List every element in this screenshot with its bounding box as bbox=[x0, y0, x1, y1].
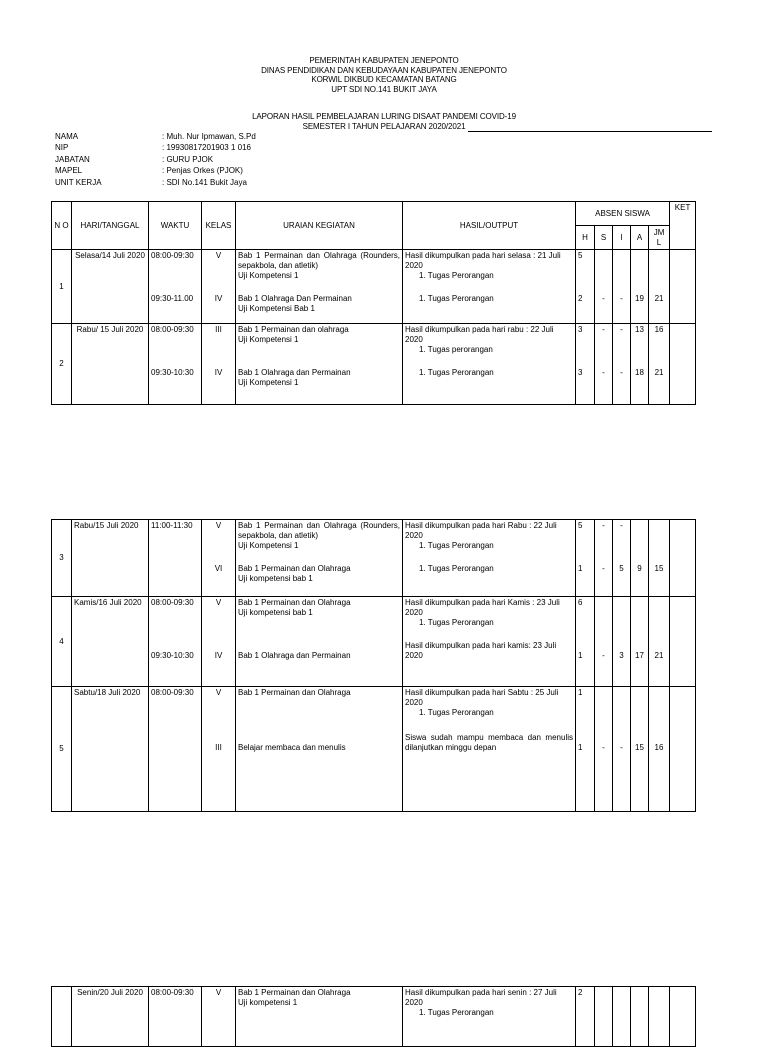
row-activity-cell bbox=[236, 687, 403, 812]
row-activity: Bab 1 Olahraga dan Permainan bbox=[238, 368, 351, 377]
row-class: V bbox=[202, 987, 236, 1047]
row-output-item: 1. Tugas Perorangan bbox=[419, 708, 494, 717]
row-h: 5 bbox=[578, 251, 583, 260]
row-output-item: 1. Tugas Perorangan bbox=[419, 618, 494, 627]
row-output: Hasil dikumpulkan pada hari senin : 27 Juli 2020 bbox=[405, 988, 557, 1007]
row-activity: Uji Kompetensi 1 bbox=[238, 378, 299, 387]
row-day-date: Rabu/15 Juli 2020 bbox=[72, 520, 149, 597]
row-output: Hasil dikumpulkan pada hari rabu : 22 Juli 2020 bbox=[405, 325, 554, 344]
row-time-cell bbox=[149, 250, 202, 324]
row-s: - bbox=[602, 743, 605, 752]
row-h: 1 bbox=[578, 743, 583, 752]
row-s: - bbox=[602, 325, 605, 334]
row-h: 1 bbox=[578, 651, 583, 660]
header-line-korwil: KORWIL DIKBUD KECAMATAN BATANG bbox=[311, 75, 457, 84]
col-header-hasil: HASIL/OUTPUT bbox=[403, 202, 576, 250]
col-header-jml: JM L bbox=[649, 226, 670, 250]
table-row bbox=[52, 987, 696, 1047]
row-class: V bbox=[215, 251, 222, 260]
row-h: 1 bbox=[578, 688, 583, 697]
row-time-cell bbox=[149, 520, 202, 597]
row-number bbox=[52, 987, 72, 1047]
row-class-cell bbox=[202, 324, 236, 405]
row-i: - bbox=[620, 294, 623, 303]
row-class: IV bbox=[214, 651, 223, 660]
col-header-waktu: WAKTU bbox=[149, 202, 202, 250]
row-s: - bbox=[602, 368, 605, 377]
table-row bbox=[52, 520, 696, 597]
row-class-cell bbox=[202, 250, 236, 324]
row-time: 09:30-10:30 bbox=[151, 368, 194, 377]
info-label: NAMA bbox=[55, 132, 79, 141]
table-row bbox=[52, 597, 696, 687]
row-activity: Bab 1 Permainan dan Olahraga (Rounders, sepakbola, dan atletik) bbox=[238, 521, 400, 540]
row-a: 13 bbox=[635, 325, 644, 334]
row-activity: Bab 1 Olahraga Dan Permainan bbox=[238, 294, 352, 303]
row-jml: 16 bbox=[654, 743, 664, 752]
row-activity-cell bbox=[236, 520, 403, 597]
row-h-cell bbox=[576, 597, 595, 687]
row-day-date: Rabu/ 15 Juli 2020 bbox=[72, 324, 149, 405]
table-row bbox=[52, 250, 696, 324]
col-header-kelas: KELAS bbox=[202, 202, 236, 250]
row-activity-cell bbox=[236, 324, 403, 405]
row-i-cell bbox=[613, 687, 631, 812]
row-output-item: 1. Tugas Perorangan bbox=[419, 368, 494, 377]
report-title-line: LAPORAN HASIL PEMBELAJARAN LURING DISAAT PANDEMI COVID-19 bbox=[252, 112, 516, 121]
col-header-i: I bbox=[613, 226, 631, 250]
row-ket bbox=[670, 597, 696, 687]
header-line-upt: UPT SDI NO.141 BUKIT JAYA bbox=[331, 84, 437, 94]
row-i-cell bbox=[613, 520, 631, 597]
row-output-item: 1. Tugas Perorangan bbox=[419, 1008, 494, 1017]
info-value: : Penjas Orkes (PJOK) bbox=[162, 166, 243, 176]
row-output-cell bbox=[403, 597, 576, 687]
row-h-cell bbox=[576, 250, 595, 324]
header-line-government: PEMERINTAH KABUPATEN JENEPONTO bbox=[309, 56, 459, 65]
row-ket bbox=[670, 250, 696, 324]
row-jml-cell bbox=[649, 597, 670, 687]
row-class: IV bbox=[214, 294, 223, 303]
row-i: - bbox=[620, 325, 623, 334]
row-h: 1 bbox=[578, 564, 583, 573]
col-header-hari: HARI/TANGGAL bbox=[72, 202, 149, 250]
row-jml: 21 bbox=[654, 368, 664, 377]
row-ket bbox=[670, 687, 696, 812]
row-output: Hasil dikumpulkan pada hari kamis: 23 Juli 2020 bbox=[405, 641, 557, 660]
row-class-cell bbox=[202, 597, 236, 687]
row-activity: Bab 1 Permainan dan Olahraga bbox=[238, 988, 351, 997]
row-activity: Uji kompetensi 1 bbox=[238, 998, 298, 1007]
letterhead bbox=[0, 56, 768, 94]
row-output-item: 1. Tugas Perorangan bbox=[419, 541, 494, 550]
info-value: : GURU PJOK bbox=[162, 154, 214, 164]
row-number: 5 bbox=[52, 687, 72, 812]
row-output: Hasil dikumpulkan pada hari Rabu : 22 Juli 2020 bbox=[405, 521, 557, 540]
row-class: V bbox=[215, 521, 222, 530]
row-output-item: 1. Tugas Perorangan bbox=[419, 564, 494, 573]
row-time: 09:30-10:30 bbox=[151, 651, 194, 660]
row-time-cell bbox=[149, 687, 202, 812]
col-header-a: A bbox=[631, 226, 649, 250]
row-a bbox=[631, 987, 649, 1047]
info-label: NIP bbox=[55, 143, 69, 153]
report-table-page-2 bbox=[51, 519, 696, 812]
row-activity-cell bbox=[236, 597, 403, 687]
col-header-h: H bbox=[576, 226, 595, 250]
row-a: 18 bbox=[635, 368, 644, 377]
row-day-date: Kamis/16 Juli 2020 bbox=[72, 597, 149, 687]
row-number: 4 bbox=[52, 597, 72, 687]
row-h-cell bbox=[576, 687, 595, 812]
row-day-date: Sabtu/18 Juli 2020 bbox=[72, 687, 149, 812]
row-output: Hasil dikumpulkan pada hari Kamis : 23 Juli 2020 bbox=[405, 598, 560, 617]
row-jml: 16 bbox=[654, 325, 664, 334]
row-i: - bbox=[620, 368, 623, 377]
info-label: MAPEL bbox=[55, 166, 83, 176]
row-activity: Uji Kompetensi 1 bbox=[238, 271, 299, 280]
row-h-cell bbox=[576, 520, 595, 597]
report-title bbox=[0, 112, 768, 131]
row-time-cell bbox=[149, 597, 202, 687]
row-class: V bbox=[215, 688, 222, 697]
info-value: : SDI No.141 Bukit Jaya bbox=[162, 177, 247, 187]
row-jml: 15 bbox=[654, 564, 664, 573]
row-h: 3 bbox=[578, 368, 583, 377]
row-output-cell bbox=[403, 987, 576, 1047]
row-s-cell bbox=[595, 324, 613, 405]
row-jml bbox=[649, 987, 670, 1047]
row-output: Hasil dikumpulkan pada hari Sabtu : 25 Juli 2020 bbox=[405, 688, 559, 707]
col-header-uraian: URAIAN KEGIATAN bbox=[236, 202, 403, 250]
row-activity-cell bbox=[236, 987, 403, 1047]
row-time: 11:00-11:30 bbox=[151, 521, 193, 530]
row-class-cell bbox=[202, 520, 236, 597]
row-ket bbox=[670, 324, 696, 405]
row-class: VI bbox=[214, 564, 223, 573]
col-header-absen: ABSEN SISWA bbox=[576, 202, 670, 226]
info-value: : 19930817201903 1 016 bbox=[162, 143, 251, 153]
row-time-cell bbox=[149, 324, 202, 405]
row-number: 1 bbox=[52, 250, 72, 324]
row-output: Hasil dikumpulkan pada hari selasa : 21 Juli 2020 bbox=[405, 251, 561, 270]
row-class: V bbox=[215, 598, 222, 607]
row-activity-cell bbox=[236, 250, 403, 324]
row-a-cell bbox=[631, 520, 649, 597]
row-i: 3 bbox=[619, 651, 624, 660]
row-time: 08:00-09:30 bbox=[151, 598, 194, 607]
title-underline bbox=[468, 131, 712, 132]
row-day-date: Selasa/14 Juli 2020 bbox=[72, 250, 149, 324]
info-label: JABATAN bbox=[55, 154, 90, 164]
row-activity: Uji kompetensi bab 1 bbox=[238, 608, 313, 617]
row-i-cell bbox=[613, 250, 631, 324]
row-class: III bbox=[215, 743, 222, 752]
col-header-s: S bbox=[595, 226, 613, 250]
teacher-info bbox=[55, 131, 256, 188]
row-a-cell bbox=[631, 250, 649, 324]
row-a: 19 bbox=[635, 294, 644, 303]
row-activity: Bab 1 Permainan dan Olahraga bbox=[238, 564, 351, 573]
row-number: 2 bbox=[52, 324, 72, 405]
row-output-item: 1. Tugas perorangan bbox=[419, 345, 493, 354]
row-a: 15 bbox=[635, 743, 644, 752]
row-i bbox=[613, 987, 631, 1047]
row-day-date: Senin/20 Juli 2020 bbox=[72, 987, 149, 1047]
row-jml-cell bbox=[649, 687, 670, 812]
row-h: 3 bbox=[578, 325, 583, 334]
row-output: Siswa sudah mampu membaca dan menulis dilanjutkan minggu depan bbox=[405, 733, 573, 752]
row-h: 2 bbox=[578, 294, 583, 303]
row-activity: Belajar membaca dan menulis bbox=[238, 743, 346, 752]
col-header-no: N O bbox=[52, 202, 72, 250]
row-time: 08:00-09:30 bbox=[149, 987, 202, 1047]
row-output-cell bbox=[403, 687, 576, 812]
row-s-cell bbox=[595, 520, 613, 597]
row-s bbox=[595, 987, 613, 1047]
row-jml-cell bbox=[649, 324, 670, 405]
row-time: 08:00-09:30 bbox=[151, 251, 194, 260]
row-activity: Bab 1 Permainan dan olahraga bbox=[238, 325, 349, 334]
row-activity: Uji kompetensi bab 1 bbox=[238, 574, 313, 583]
row-class: III bbox=[215, 325, 222, 334]
row-time: 09:30-11.00 bbox=[151, 294, 194, 303]
row-output-item: 1. Tugas Perorangan bbox=[419, 271, 494, 280]
row-a-cell bbox=[631, 597, 649, 687]
row-activity: Bab 1 Permainan dan Olahraga bbox=[238, 688, 351, 697]
row-a-cell bbox=[631, 687, 649, 812]
row-time: 08:00-09:30 bbox=[151, 325, 194, 334]
row-activity: Bab 1 Olahraga dan Permainan bbox=[238, 651, 351, 660]
table-row bbox=[52, 687, 696, 812]
row-i: - bbox=[620, 743, 623, 752]
row-h: 2 bbox=[576, 987, 595, 1047]
row-class-cell bbox=[202, 687, 236, 812]
row-s: - bbox=[602, 564, 605, 573]
report-table-page-1 bbox=[51, 201, 696, 405]
row-a: 17 bbox=[635, 651, 644, 660]
row-ket bbox=[670, 987, 696, 1047]
row-activity: Uji Kompetensi Bab 1 bbox=[238, 304, 315, 313]
row-i: 5 bbox=[619, 564, 624, 573]
row-s: - bbox=[602, 651, 605, 660]
row-output-cell bbox=[403, 520, 576, 597]
row-jml: 21 bbox=[654, 294, 664, 303]
row-a-cell bbox=[631, 324, 649, 405]
row-output-cell bbox=[403, 250, 576, 324]
header-line-dinas: DINAS PENDIDIKAN DAN KEBUDAYAAN KABUPATEN JENEPONTO bbox=[261, 65, 507, 75]
row-jml-cell bbox=[649, 520, 670, 597]
info-value: : Muh. Nur Ipmawan, S.Pd bbox=[162, 132, 256, 141]
row-activity: Bab 1 Permainan dan Olahraga (Rounders, sepakbola, dan atletik) bbox=[238, 251, 400, 270]
row-s-cell bbox=[595, 250, 613, 324]
col-header-ket: KET bbox=[670, 202, 696, 250]
row-s-cell bbox=[595, 597, 613, 687]
row-i-cell bbox=[613, 597, 631, 687]
row-s: - bbox=[602, 521, 605, 530]
row-output-item: 1. Tugas Perorangan bbox=[419, 294, 494, 303]
row-s-cell bbox=[595, 687, 613, 812]
row-h-cell bbox=[576, 324, 595, 405]
row-ket bbox=[670, 520, 696, 597]
row-jml-cell bbox=[649, 250, 670, 324]
row-number: 3 bbox=[52, 520, 72, 597]
row-s: - bbox=[602, 294, 605, 303]
row-time: 08:00-09:30 bbox=[151, 688, 194, 697]
row-activity: Bab 1 Permainan dan Olahraga bbox=[238, 598, 351, 607]
table-row bbox=[52, 324, 696, 405]
row-class: IV bbox=[214, 368, 223, 377]
row-jml: 21 bbox=[654, 651, 664, 660]
report-table-page-3 bbox=[51, 986, 696, 1047]
row-h: 6 bbox=[578, 598, 583, 607]
report-semester-line: SEMESTER I TAHUN PELAJARAN 2020/2021 bbox=[302, 121, 466, 131]
row-i: - bbox=[620, 521, 623, 530]
row-activity: Uji Kompetensi 1 bbox=[238, 541, 299, 550]
row-i-cell bbox=[613, 324, 631, 405]
row-activity: Uji Kompetensi 1 bbox=[238, 335, 299, 344]
row-h: 5 bbox=[578, 521, 583, 530]
info-label: UNIT KERJA bbox=[55, 177, 102, 187]
row-a: 9 bbox=[637, 564, 642, 573]
row-output-cell bbox=[403, 324, 576, 405]
